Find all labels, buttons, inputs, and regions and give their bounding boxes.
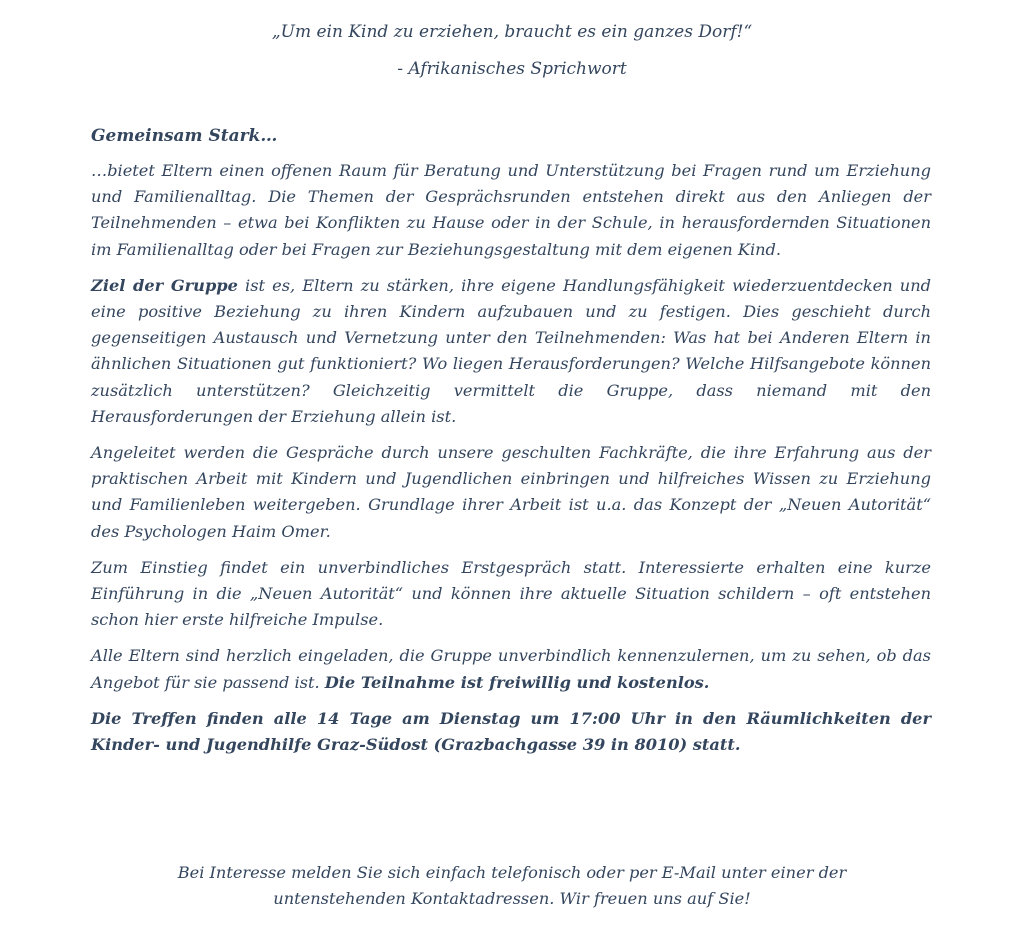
intro-quote: „Um ein Kind zu erziehen, braucht es ein ganzes Dorf!“ <box>271 22 753 42</box>
paragraph-goal <box>91 273 931 430</box>
invitation-free-note: Die Teilnahme ist freiwillig und kostenlos. <box>324 672 710 692</box>
goal-text: ist es, Eltern zu stärken, ihre eigene Handlungsfähigkeit wiederzuentdecken und eine positive Beziehung zu ihren Kindern aufzubauen und zu festigen. Dies geschieht durch gegenseitigen Austausch und Vernetzung unter den Teilnehmenden: Was hat bei Anderen Eltern in ähnlichen Situationen gut funktioniert? Wo liegen Herausforderungen? Welche Hilfsangebote können zusätzlich unterstützen? Gleichzeitig vermittelt die Gruppe, dass niemand mit den Herausforderungen der Erziehung allein ist. <box>91 275 932 426</box>
goal-lead: Ziel der Gruppe <box>91 275 238 295</box>
paragraph-invitation <box>91 643 931 695</box>
main-content <box>91 124 931 768</box>
section-title: Gemeinsam Stark… <box>91 126 278 146</box>
paragraph-entry: Zum Einstieg findet ein unverbindliches Erstgespräch statt. Interessierte erhalten eine kurze Einführung in die „Neuen Autorität“ und können ihre aktuelle Situation schildern – oft entstehen schon hier erste hilfreiche Impulse. <box>91 557 931 630</box>
invitation-text: Alle Eltern sind herzlich eingeladen, die Gruppe unverbindlich kennenzulernen, um zu sehen, ob das Angebot für sie passend ist. <box>91 646 931 692</box>
paragraph-guidance: Angeleitet werden die Gespräche durch unsere geschulten Fachkräfte, die ihre Erfahrung aus der praktischen Arbeit mit Kindern und Jugendlichen einbringen und hilfreiches Wissen zu Erziehung und Familienleben weitergeben. Grundlage ihrer Arbeit ist u.a. das Konzept der „Neuen Autorität“ des Psychologen Haim Omer. <box>91 443 931 541</box>
quote-source: - Afrikanisches Sprichwort <box>397 59 627 79</box>
paragraph-intro: …bietet Eltern einen offenen Raum für Beratung und Unterstützung bei Fragen rund um Erziehung und Familienalltag. Die Themen der Gesprächsrunden entstehen direkt aus den Anliegen der Teilnehmenden – etwa bei Konflikten zu Hause oder in der Schule, in herausfordernden Situationen im Familienalltag oder bei Fragen zur Beziehungsgestaltung mit dem eigenen Kind. <box>91 161 931 259</box>
closing-note: Bei Interesse melden Sie sich einfach telefonisch oder per E-Mail unter einer der untenstehenden Kontaktadressen. Wir freuen uns auf Sie! <box>177 863 847 908</box>
paragraph-meeting-info: Die Treffen finden alle 14 Tage am Dienstag um 17:00 Uhr in den Räumlichkeiten der Kinder- und Jugendhilfe Graz-Südost (Grazbachgasse 39 in 8010) statt. <box>91 708 931 755</box>
